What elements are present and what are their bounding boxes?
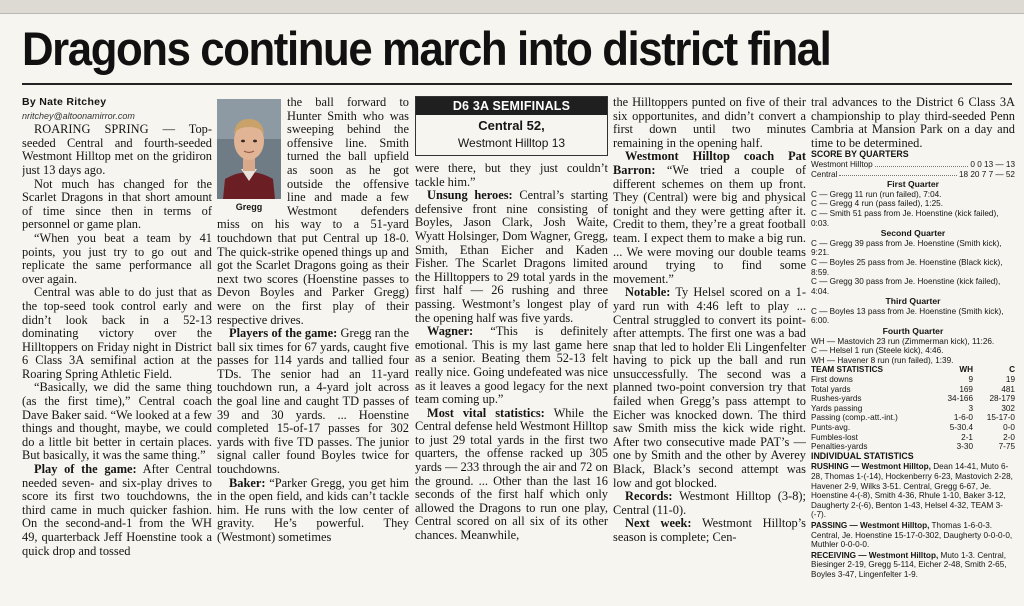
stat-text: Thomas 1-6-0-3. Central, Je. Hoenstine 15-17-0-302, Daugherty 0-0-0-0, Muthler 0-0-0-0.	[811, 520, 1013, 550]
section-lead: Next week:	[625, 516, 692, 531]
stat-label: Fumbles-lost	[811, 432, 858, 442]
leader-dots	[839, 170, 957, 177]
stat-value-wh: 2-1	[961, 432, 973, 442]
paragraph-text: “This is definitely emotional. This is my last game here as a senior. Beating them 52-13 felt really nice. Going undefeated was nice as it leaves a good legacy for the next team coming up.”	[415, 324, 608, 407]
scoring-play: WH — Havener 8 run (run failed), 1:39.	[811, 355, 954, 365]
stat-value-wh: 5-30.4	[949, 423, 973, 432]
quarter-heading: Third Quarter	[885, 296, 941, 307]
individual-statistics-heading: INDIVIDUAL STATISTICS	[811, 450, 914, 461]
section-lead: Records:	[625, 489, 673, 504]
column-2	[217, 96, 409, 602]
team-stats-header: C	[1009, 365, 1015, 375]
quarter-scores: 0 0 13 — 13	[970, 159, 1015, 169]
paragraph-text: “Parker Gregg, you get him in the open field, and kids can’t tackle him. He runs with the low center of gravity. He’s powerful. They (Westmont) sometimes	[217, 475, 409, 544]
paragraph: the ball forward to Hunter Smith who was sweeping behind the offensive line. Smith turned the ball upfield as soon as he got outside the offensive line and made a few Westmont defenders miss on his way to a 51-yard touchdown that put Central up 18-0. The quick-strike opened things up and got the Scarlet Dragons going as their next two scores (Hoenstine passes to Devon Boyles and Parker Gregg) were on the first play of their respective drives.	[217, 96, 409, 327]
rushing-stats	[811, 462, 1015, 520]
team-name: Westmont Hilltop	[811, 159, 873, 169]
photo-caption: Gregg	[235, 202, 263, 212]
paragraph	[613, 490, 806, 517]
page-top-edge	[0, 0, 1024, 14]
quarter-heading: Fourth Quarter	[882, 326, 944, 337]
section-lead: Most vital statistics:	[427, 405, 545, 420]
score-box-title: D6 3A SEMIFINALS	[416, 97, 607, 115]
scoring-play: WH — Mastovich 23 run (Zimmerman kick), 11:26.	[811, 336, 995, 346]
paragraph-text: While the Central defense held Westmont Hilltop to just 29 total yards in the first two quarters, the offense racked up 305 yards — 233 through the air and 72 on the ground. ... Other than the last 16 seconds of the first half which only allowed the Dragons to run one play, Central scored on all six of its other chances. Meanwhile,	[415, 405, 608, 543]
stat-value-wh: 1-6-0	[953, 413, 973, 423]
score-row	[811, 160, 1015, 170]
column-5	[811, 96, 1015, 602]
paragraph	[22, 463, 212, 558]
stat-lead: PASSING — Westmont Hilltop,	[811, 520, 930, 530]
column-1	[22, 96, 212, 602]
stat-label: Yards passing	[811, 403, 863, 413]
paragraph-text: Ty Helsel scored on a 1-yard run with 4:46 left to play ... Central struggled to convert its point-after attempts. The first one was a bad snap that led to holder Eli Lingenfelter having to pick up the ball and run unsuccessfully. The second was a planned two-point conversion try that failed when Gregg’s pass attempt to Eicher was knocked down. The third saw Smith miss the kick wide right. After two consecutive made PAT’s — one by Smith and the other by Averey Black, Black’s second attempt was low and got blocked.	[613, 285, 806, 490]
paragraph	[613, 150, 806, 286]
stat-value-wh: 9	[968, 375, 973, 385]
paragraph: “Basically, we did the same thing (as the first time),” Central coach Dave Baker said. “We looked at a few things and thought, maybe, we could do a little bit better in certain places. But basically, it was the same thing.”	[22, 380, 212, 463]
paragraph: tral advances to the District 6 Class 3A championship to play third-seeded Penn Cambria at Mansion Park on a day and time to be determined.	[811, 96, 1015, 150]
section-lead: Players of the game:	[229, 326, 338, 341]
section-lead: Westmont Hilltop coach Pat Barron:	[613, 149, 806, 177]
paragraph-text: After Central needed seven- and six-play drives to score its first two touchdowns, the third came in much quicker fashion. On the second-and-1 from the WH 49, quarterback Jeff Hoenstine took a quick drop and tossed	[22, 462, 212, 558]
stat-label: First downs	[811, 375, 853, 385]
stat-value-c: 7-75	[998, 442, 1015, 452]
stat-label: Punts-avg.	[811, 423, 851, 432]
score-row	[811, 170, 1015, 180]
stat-label: Rushes-yards	[811, 394, 862, 404]
scoring-play: C — Boyles 25 pass from Je. Hoenstine (Black kick), 8:59.	[811, 257, 1003, 277]
scoring-play: C — Gregg 11 run (run failed), 7:04.	[811, 189, 942, 199]
scoring-play: C — Smith 51 pass from Je. Hoenstine (kick failed), 0:03.	[811, 208, 999, 228]
score-box-loser: Westmont Hilltop 13	[457, 136, 566, 150]
paragraph-text: “We tried a couple of different schemes on them up front. They (Central) were big and physical tonight and they were getting after it. Credit to them, they’re a great football team. I expect them to make a big run. ... We were moving our double teams around trying to find some movement.”	[613, 162, 806, 286]
headline: Dragons continue march into district final	[22, 22, 831, 75]
box-score	[811, 150, 1015, 579]
paragraph-text: Westmont Hilltop’s season is complete; Cen-	[613, 516, 806, 544]
team-stats-header: TEAM STATISTICS	[811, 365, 884, 375]
paragraph	[613, 286, 806, 490]
section-lead: Wagner:	[427, 324, 474, 339]
byline: By Nate Ritchey	[22, 96, 107, 108]
player-photo	[217, 99, 281, 215]
paragraph-text: Westmont Hilltop (3-8); Central (11-0).	[613, 489, 806, 517]
quarter-heading: First Quarter	[886, 179, 940, 190]
headline-rule	[22, 83, 1012, 85]
stat-value-wh: 3-30	[956, 442, 973, 452]
section-lead: Play of the game:	[34, 462, 137, 477]
stat-value-c: 19	[1005, 375, 1015, 385]
score-by-quarters	[811, 160, 1015, 179]
stat-value-c: 0-0	[1003, 423, 1015, 432]
stat-value-wh: 34-166	[947, 394, 973, 404]
passing-stats	[811, 521, 1015, 550]
scoring-play: C — Gregg 4 run (pass failed), 1:25.	[811, 199, 943, 209]
column-4	[613, 96, 806, 602]
stat-value-c: 481	[1001, 384, 1015, 394]
paragraph-text: Central’s starting defensive front nine consisting of Boyles, Jason Clark, Josh Waite, Wyatt Holsinger, Dom Wagner, Gregg, Smith, Ethan Eicher and Kaden Fisher. The Scarlet Dragons limited the Hilltoppers to 29 total yards in the first half — 26 rushing and three passing. Westmont’s longest play of the opening half was five yards.	[415, 188, 608, 325]
stat-lead: RUSHING — Westmont Hilltop,	[811, 462, 931, 472]
paragraph	[415, 407, 608, 543]
paragraph: ROARING SPRING — Top-seeded Central and fourth-seeded Westmont Hilltop met on the gridiron just 13 days ago.	[22, 122, 212, 177]
quarter-heading: Second Quarter	[880, 228, 946, 239]
paragraph: “When you beat a team by 41 points, you just try to go out and replicate the same performance all over again.	[22, 230, 212, 286]
scoring-play: C — Boyles 13 pass from Je. Hoenstine (Smith kick), 6:00.	[811, 306, 1004, 326]
paragraph-text: Gregg ran the ball six times for 67 yards, caught five passes for 114 yards and tallied four TDs. The senior had an 11-yard touchdown run, a 4-yard jolt across the goal line and caught TD passes of 39 and 30 yards. ... Hoenstine completed 15-of-17 passes for 302 yards with five TD passes. The junior signal caller found Boyles twice for touchdowns.	[217, 326, 409, 477]
stat-text: Muto 1-3. Central, Biesinger 2-19, Gregg 5-114, Eicher 2-48, Smith 2-65, Boyles 3-47, Lingenfelter 1-9.	[811, 550, 1007, 579]
stat-value-c: 2-0	[1003, 432, 1015, 442]
paragraph: Central was able to do just that as the top-seed took control early and didn’t look back in a 52-13 dominating victory over the Hilltoppers on Friday night in District 6 Class 3A semifinal action at the Roaring Spring Athletic Field.	[22, 285, 212, 381]
team-name: Central	[811, 169, 838, 179]
stat-label: Penalties-yards	[811, 442, 868, 452]
stat-value-wh: 3	[968, 403, 973, 413]
score-by-quarters-heading: SCORE BY QUARTERS	[811, 149, 909, 160]
author-email[interactable]: nritchey@altoonamirror.com	[22, 110, 135, 121]
receiving-stats	[811, 551, 1015, 580]
stat-value-c: 28-179	[989, 394, 1015, 404]
paragraph: Not much has changed for the Scarlet Dragons in that short amount of time since then in terms of personnel or game plan.	[22, 176, 212, 232]
stat-value-c: 15-17-0	[986, 413, 1015, 423]
paragraph	[217, 327, 409, 477]
stat-lead: RECEIVING — Westmont Hilltop,	[811, 550, 939, 560]
paragraph: were there, but they just couldn’t tackle him.”	[415, 161, 608, 189]
stat-text: Dean 14-41, Muto 6-28, Thomas 1-(-14), Hockenberry 6-23, Mastovich 2-28, Havener 2-9, Wilks 3-51. Central, Gregg 6-67, Je. Hoenstine 4-(-8), Smith 4-36, Rhule 1-10, Baker 3-12, Daugherty 2-(-6), Benton 1-43, Helsel 4-32, TEAM 3-(-7).	[811, 462, 1013, 520]
column-3	[415, 96, 608, 602]
paragraph	[217, 477, 409, 545]
stat-label: Total yards	[811, 384, 851, 394]
score-box	[415, 96, 608, 156]
scoring-summary	[811, 180, 1015, 365]
paragraph	[415, 325, 608, 407]
section-lead: Baker:	[229, 475, 266, 490]
paragraph: the Hilltoppers punted on five of their six opportunites, and didn’t convert a first down until two minutes remaining in the opening half.	[613, 96, 806, 150]
team-statistics-table	[811, 365, 1015, 451]
quarter-scores: 18 20 7 7 — 52	[959, 169, 1015, 179]
scoring-play: C — Gregg 39 pass from Je. Hoenstine (Smith kick), 9:21.	[811, 238, 1002, 258]
stat-value-c: 302	[1001, 403, 1015, 413]
stat-label: Passing (comp.-att.-int.)	[811, 413, 898, 423]
stat-value-wh: 169	[959, 384, 973, 394]
paragraph	[613, 517, 806, 544]
paragraph	[415, 189, 608, 325]
score-box-winner: Central 52,	[478, 118, 545, 133]
section-lead: Unsung heroes:	[427, 188, 513, 203]
section-lead: Notable:	[625, 285, 671, 300]
leader-dots	[875, 160, 969, 167]
scoring-play: C — Gregg 30 pass from Je. Hoenstine (kick failed), 4:04.	[811, 277, 1001, 296]
scoring-play: C — Helsel 1 run (Steele kick), 4:46.	[811, 346, 944, 356]
team-stats-header: WH	[959, 365, 973, 375]
player-portrait-icon	[217, 99, 281, 199]
